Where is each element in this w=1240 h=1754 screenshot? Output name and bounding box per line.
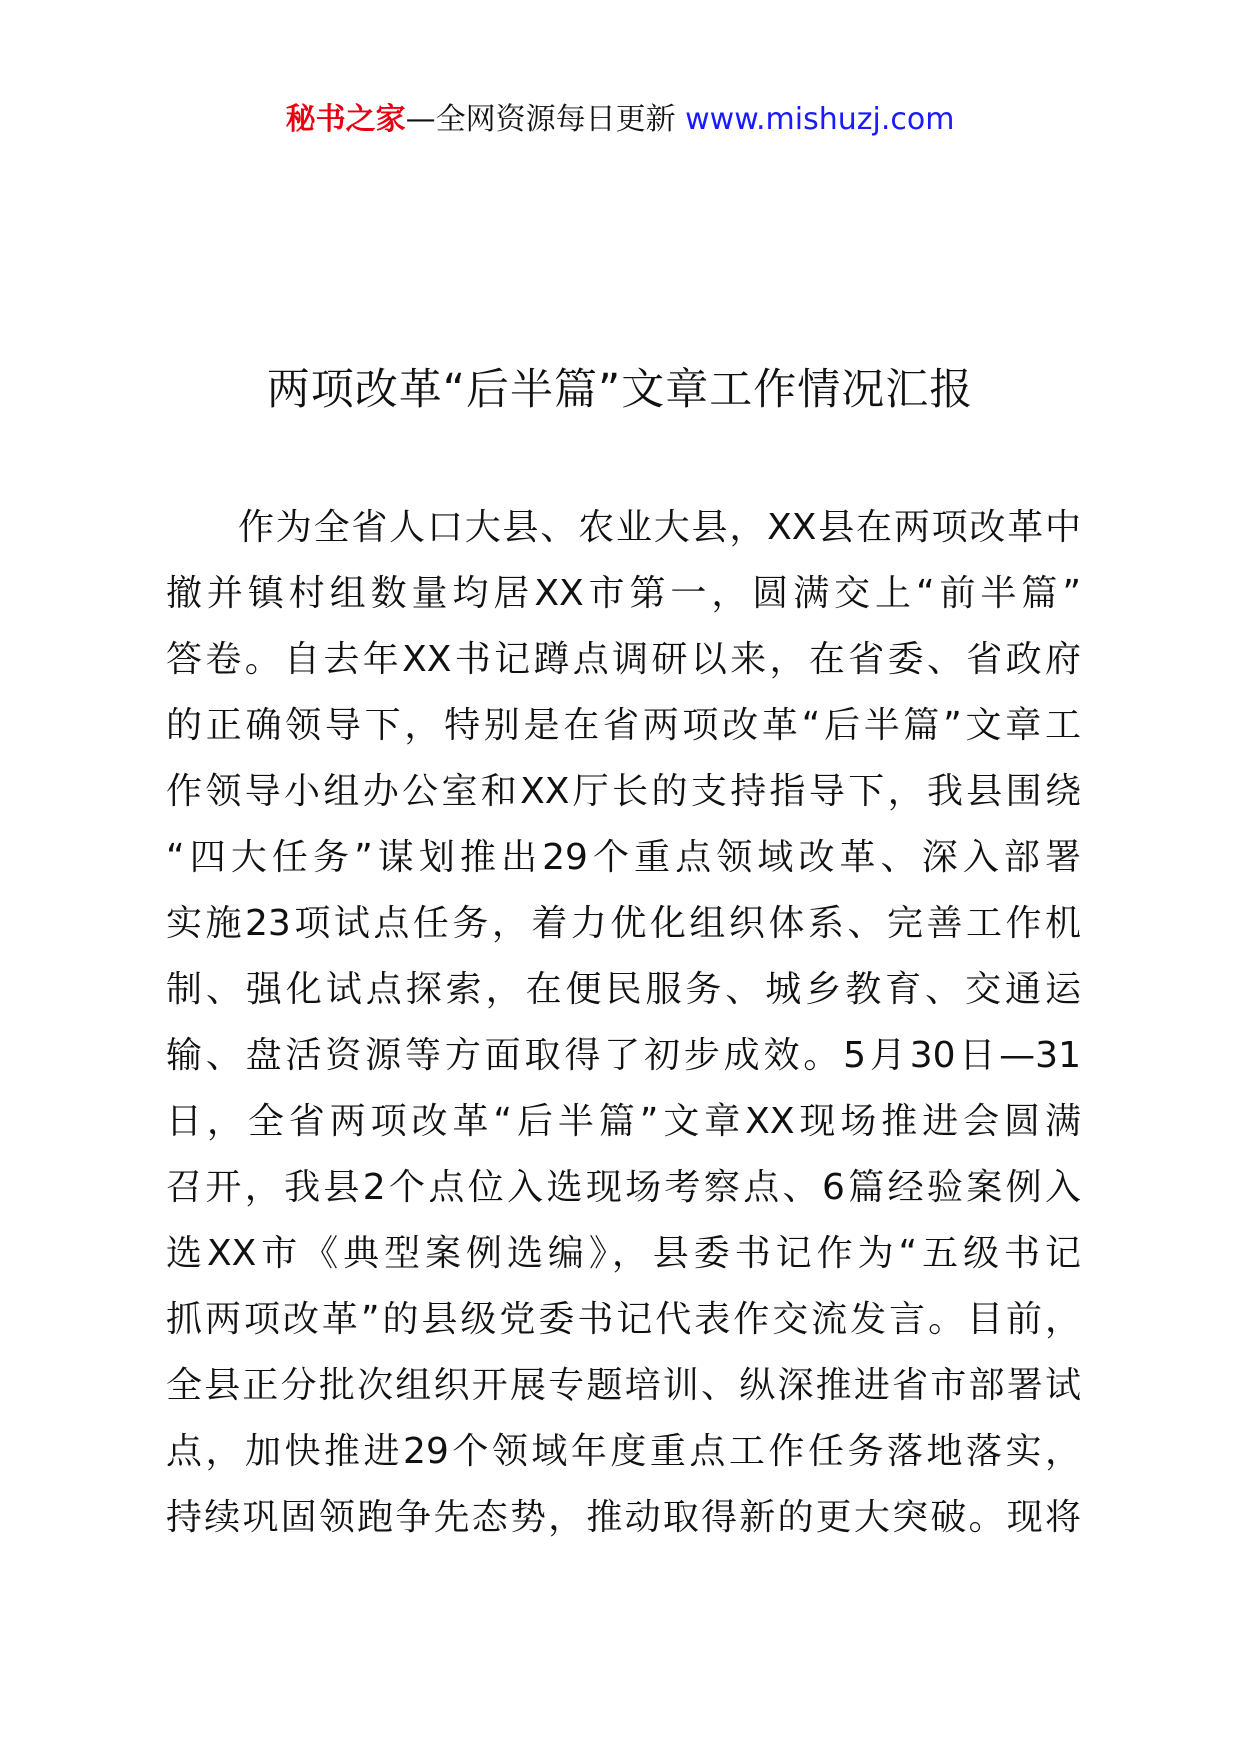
- paragraph-line: “四大任务”谋划推出29个重点领域改革、深入部署: [166, 837, 1081, 878]
- paragraph-line: 持续巩固领跑争先态势，推动取得新的更大突破。现将: [166, 1497, 1081, 1538]
- paragraph-line: 全县正分批次组织开展专题培训、纵深推进省市部署试: [166, 1365, 1081, 1406]
- paragraph-line: 实施23项试点任务，着力优化组织体系、完善工作机: [166, 903, 1081, 944]
- paragraph-line: 的正确领导下，特别是在省两项改革“后半篇”文章工: [166, 705, 1081, 746]
- paragraph-line: 撤并镇村组数量均居XX市第一，圆满交上“前半篇”: [166, 573, 1081, 614]
- paragraph-line: 日，全省两项改革“后半篇”文章XX现场推进会圆满: [166, 1101, 1081, 1142]
- header-tagline: —全网资源每日更新: [405, 102, 686, 137]
- document-title: 两项改革“后半篇”文章工作情况汇报: [266, 365, 974, 415]
- website-link[interactable]: www.mishuzj.com: [685, 102, 955, 137]
- paragraph-line: 抓两项改革”的县级党委书记代表作交流发言。目前，: [166, 1299, 1081, 1340]
- body-paragraph: [166, 495, 1081, 1551]
- paragraph-line: 输、盘活资源等方面取得了初步成效。5月30日—31: [166, 1035, 1081, 1076]
- brand-name: 秘书之家: [285, 102, 406, 137]
- paragraph-line: 作领导小组办公室和XX厅长的支持指导下，我县围绕: [166, 771, 1081, 812]
- page-header: [0, 100, 1240, 140]
- paragraph-line: 选XX市《典型案例选编》，县委书记作为“五级书记: [166, 1233, 1081, 1274]
- paragraph-line: 点，加快推进29个领域年度重点工作任务落地落实，: [166, 1431, 1081, 1472]
- paragraph-line: 作为全省人口大县、农业大县，XX县在两项改革中: [238, 507, 1081, 548]
- paragraph-line: 答卷。自去年XX书记蹲点调研以来，在省委、省政府: [166, 639, 1081, 680]
- paragraph-line: 制、强化试点探索，在便民服务、城乡教育、交通运: [166, 969, 1081, 1010]
- paragraph-line: 召开，我县2个点位入选现场考察点、6篇经验案例入: [166, 1167, 1081, 1208]
